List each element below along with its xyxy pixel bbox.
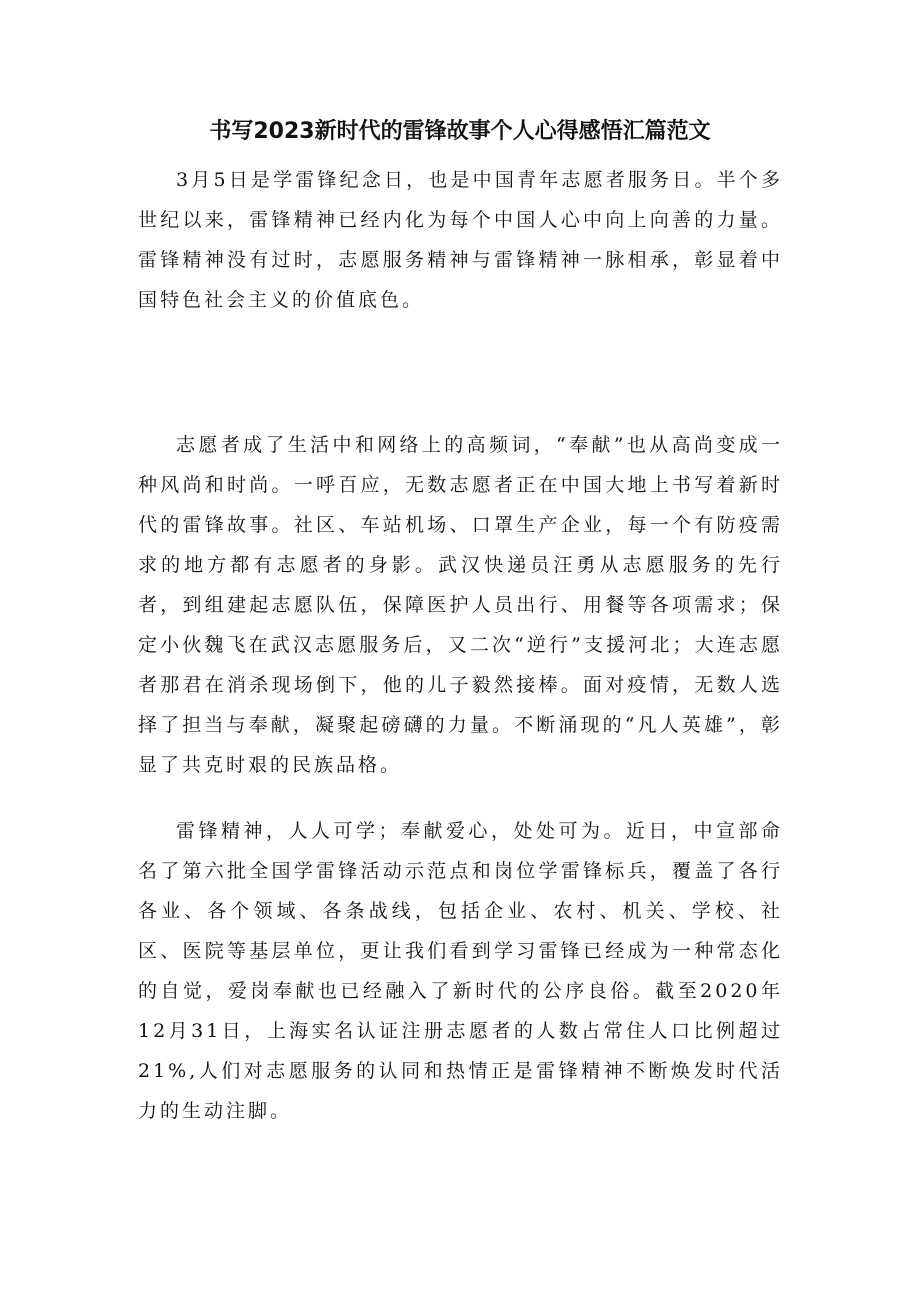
paragraph-1: 3月5日是学雷锋纪念日，也是中国青年志愿者服务日。半个多世纪以来，雷锋精神已经内化为每个中国人心中向上向善的力量。雷锋精神没有过时，志愿服务精神与雷锋精神一脉相承，彰显着中国特色社会主义的价值底色。 — [138, 169, 783, 311]
paragraph-3: 雷锋精神，人人可学；奉献爱心，处处可为。近日，中宣部命名了第六批全国学雷锋活动示范点和岗位学雷锋标兵，覆盖了各行各业、各个领域、各条战线，包括企业、农村、机关、学校、社区、医院等基层单位，更让我们看到学习雷锋已经成为一种常态化的自觉，爱岗奉献也已经融入了新时代的公序良俗。截至2020年12月31日，上海实名认证注册志愿者的人数占常住人口比例超过21%,人们对志愿服务的认同和热情正是雷锋精神不断焕发时代活力的生动注脚。 — [138, 820, 783, 1122]
document-title: 书写2023新时代的雷锋故事个人心得感悟汇篇范文 — [209, 119, 711, 144]
paragraph-2: 志愿者成了生活中和网络上的高频词，“奉献”也从高尚变成一种风尚和时尚。一呼百应，无数志愿者正在中国大地上书写着新时代的雷锋故事。社区、车站机场、口罩生产企业，每一个有防疫需求的地方都有志愿者的身影。武汉快递员汪勇从志愿服务的先行者，到组建起志愿队伍，保障医护人员出行、用餐等各项需求；保定小伙魏飞在武汉志愿服务后，又二次“逆行”支援河北；大连志愿者那君在消杀现场倒下，他的儿子毅然接棒。面对疫情，无数人选择了担当与奉献，凝聚起磅礴的力量。不断涌现的“凡人英雄”，彰显了共克时艰的民族品格。 — [138, 434, 783, 776]
